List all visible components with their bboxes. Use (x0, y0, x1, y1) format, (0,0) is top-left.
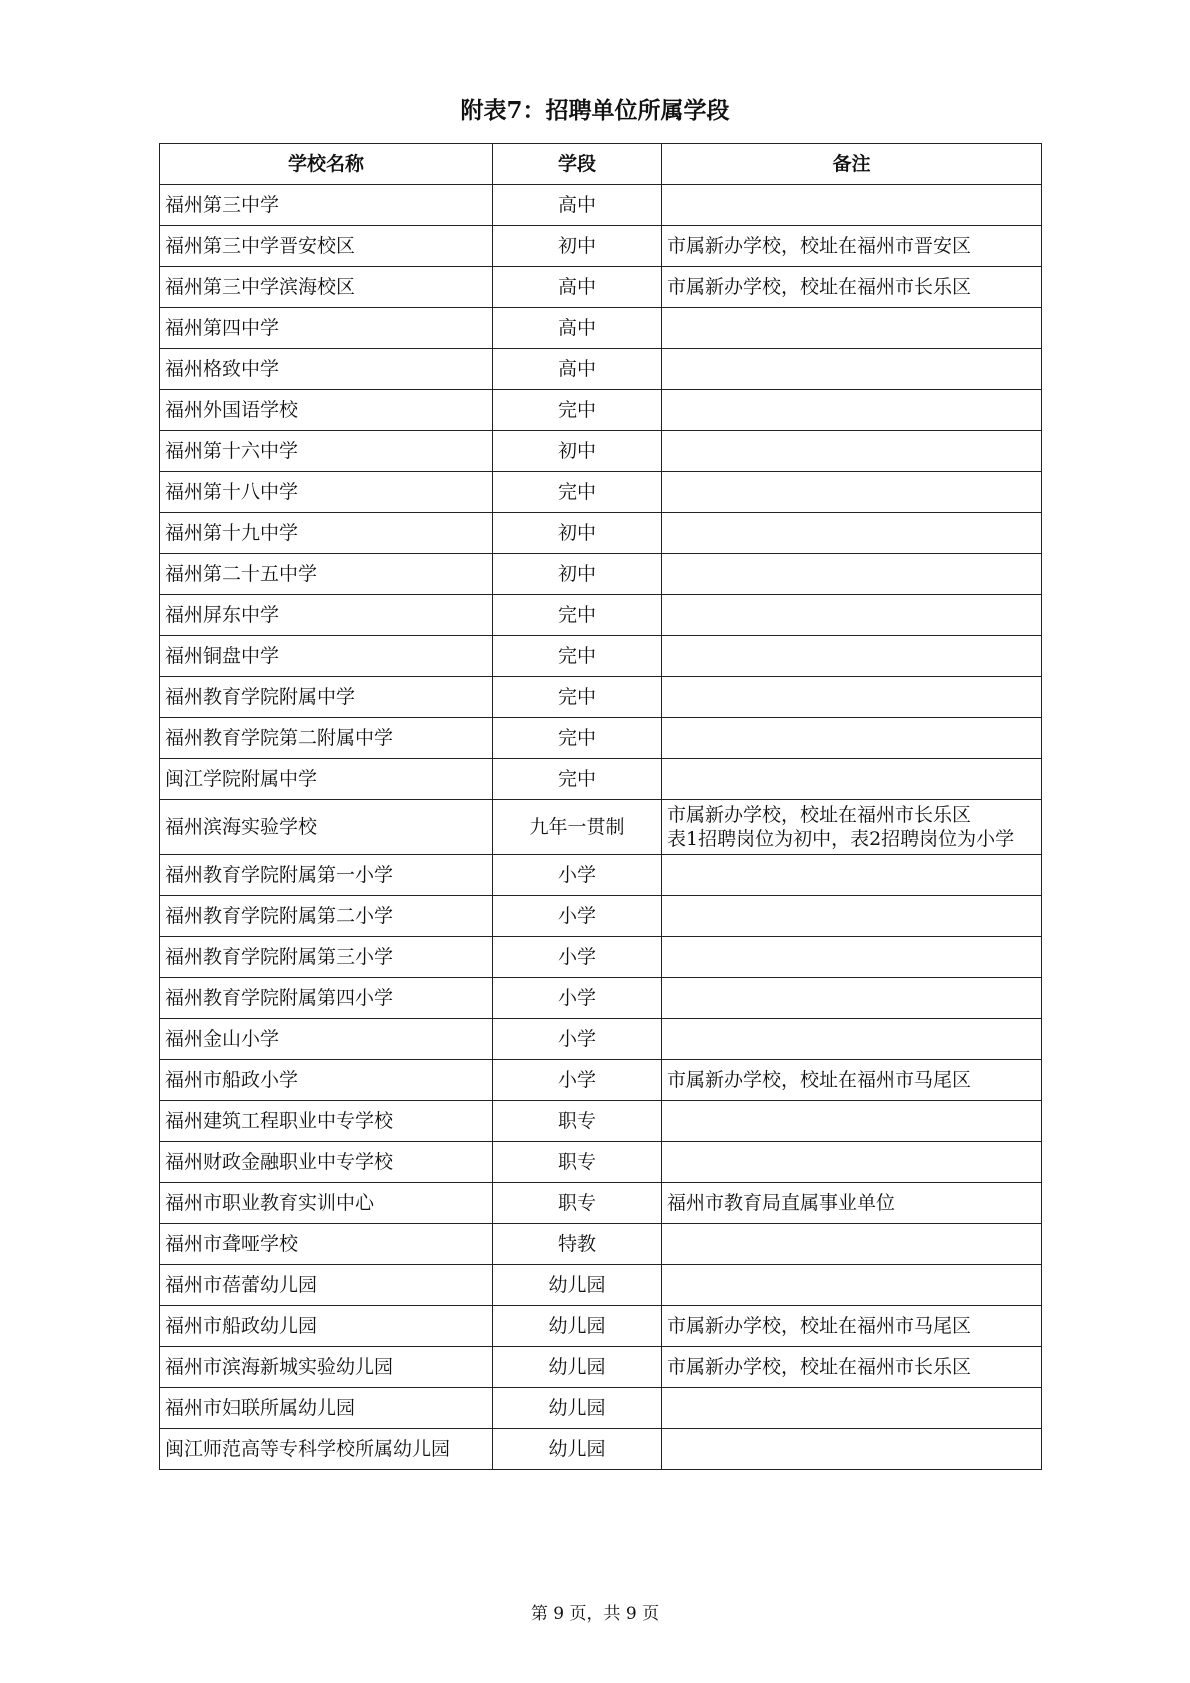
note-line: 表1招聘岗位为初中，表2招聘岗位为小学 (667, 828, 1015, 850)
notes-cell (662, 1347, 1042, 1388)
school-name-cell: 福州滨海实验学校 (160, 800, 493, 855)
notes-cell (662, 1101, 1042, 1142)
notes-cell (662, 718, 1042, 759)
stage-cell: 高中 (493, 308, 662, 349)
table-row (160, 185, 1042, 226)
notes-cell (662, 1142, 1042, 1183)
table-row (160, 1429, 1042, 1470)
notes-cell (662, 431, 1042, 472)
table-row (160, 431, 1042, 472)
table-row (160, 1306, 1042, 1347)
stage-cell: 幼儿园 (493, 1265, 662, 1306)
note-line: 福州市教育局直属事业单位 (667, 1192, 896, 1214)
school-name-cell: 福州市蓓蕾幼儿园 (160, 1265, 493, 1306)
table-row (160, 349, 1042, 390)
notes-cell (662, 1265, 1042, 1306)
stage-cell: 初中 (493, 431, 662, 472)
school-name-cell: 福州市滨海新城实验幼儿园 (160, 1347, 493, 1388)
stage-cell: 幼儿园 (493, 1388, 662, 1429)
table-row (160, 1142, 1042, 1183)
notes-cell (662, 267, 1042, 308)
note-line: 市属新办学校，校址在福州市长乐区 (667, 276, 972, 298)
stage-cell: 小学 (493, 937, 662, 978)
stage-cell: 小学 (493, 1060, 662, 1101)
table-row (160, 1101, 1042, 1142)
table-row (160, 1019, 1042, 1060)
table-row (160, 1388, 1042, 1429)
notes-cell (662, 937, 1042, 978)
table-row (160, 308, 1042, 349)
stage-cell: 特教 (493, 1224, 662, 1265)
school-name-cell: 福州格致中学 (160, 349, 493, 390)
table-header-row (160, 144, 1042, 185)
notes-cell (662, 1183, 1042, 1224)
stage-cell: 小学 (493, 855, 662, 896)
notes-cell (662, 185, 1042, 226)
notes-cell (662, 896, 1042, 937)
school-name-cell: 福州第十九中学 (160, 513, 493, 554)
stage-cell: 九年一贯制 (493, 800, 662, 855)
stage-cell: 职专 (493, 1183, 662, 1224)
school-name-cell: 福州建筑工程职业中专学校 (160, 1101, 493, 1142)
school-name-cell: 福州第三中学 (160, 185, 493, 226)
school-name-cell: 福州市聋哑学校 (160, 1224, 493, 1265)
column-header-school-name: 学校名称 (160, 144, 493, 185)
notes-cell (662, 472, 1042, 513)
school-name-cell: 闽江师范高等专科学校所属幼儿园 (160, 1429, 493, 1470)
stage-cell: 幼儿园 (493, 1347, 662, 1388)
stage-cell: 小学 (493, 978, 662, 1019)
school-name-cell: 福州教育学院附属第一小学 (160, 855, 493, 896)
stage-cell: 完中 (493, 472, 662, 513)
school-name-cell: 福州第三中学晋安校区 (160, 226, 493, 267)
notes-cell (662, 1224, 1042, 1265)
table-row (160, 855, 1042, 896)
school-name-cell: 福州财政金融职业中专学校 (160, 1142, 493, 1183)
stage-cell: 完中 (493, 759, 662, 800)
note-line: 市属新办学校，校址在福州市马尾区 (667, 1069, 972, 1091)
notes-cell (662, 390, 1042, 431)
stage-cell: 幼儿园 (493, 1306, 662, 1347)
note-line: 市属新办学校，校址在福州市马尾区 (667, 1315, 972, 1337)
notes-cell (662, 308, 1042, 349)
table-row (160, 554, 1042, 595)
stage-cell: 小学 (493, 1019, 662, 1060)
school-name-cell: 福州第四中学 (160, 308, 493, 349)
table-row (160, 636, 1042, 677)
school-name-cell: 福州金山小学 (160, 1019, 493, 1060)
note-line: 市属新办学校，校址在福州市长乐区 (667, 1356, 972, 1378)
table-row (160, 759, 1042, 800)
notes-cell (662, 1388, 1042, 1429)
stage-cell: 完中 (493, 636, 662, 677)
stage-cell: 初中 (493, 513, 662, 554)
notes-cell (662, 1429, 1042, 1470)
school-name-cell: 福州第十八中学 (160, 472, 493, 513)
page-footer: 第 9 页，共 9 页 (530, 1604, 660, 1624)
table-row (160, 1060, 1042, 1101)
school-name-cell: 福州第十六中学 (160, 431, 493, 472)
stage-cell: 职专 (493, 1142, 662, 1183)
school-name-cell: 福州市妇联所属幼儿园 (160, 1388, 493, 1429)
notes-cell (662, 1306, 1042, 1347)
stage-cell: 高中 (493, 349, 662, 390)
notes-cell (662, 1060, 1042, 1101)
table-row (160, 937, 1042, 978)
table-row (160, 226, 1042, 267)
table-row (160, 390, 1042, 431)
page-title: 附表7：招聘单位所属学段 (460, 97, 730, 124)
notes-cell (662, 759, 1042, 800)
notes-cell (662, 595, 1042, 636)
recruitment-units-table (159, 143, 1042, 1470)
school-name-cell: 福州教育学院附属第三小学 (160, 937, 493, 978)
school-name-cell: 福州第二十五中学 (160, 554, 493, 595)
table-row (160, 513, 1042, 554)
stage-cell: 完中 (493, 718, 662, 759)
school-name-cell: 福州教育学院附属第四小学 (160, 978, 493, 1019)
notes-cell (662, 349, 1042, 390)
stage-cell: 完中 (493, 677, 662, 718)
table-row (160, 267, 1042, 308)
school-name-cell: 福州屏东中学 (160, 595, 493, 636)
notes-cell (662, 855, 1042, 896)
table-row (160, 595, 1042, 636)
table-row (160, 1183, 1042, 1224)
notes-cell (662, 636, 1042, 677)
stage-cell: 完中 (493, 390, 662, 431)
stage-cell: 幼儿园 (493, 1429, 662, 1470)
school-name-cell: 福州铜盘中学 (160, 636, 493, 677)
table-row (160, 677, 1042, 718)
table-row (160, 800, 1042, 855)
notes-cell (662, 800, 1042, 855)
table-row (160, 1224, 1042, 1265)
school-name-cell: 福州教育学院第二附属中学 (160, 718, 493, 759)
stage-cell: 完中 (493, 595, 662, 636)
notes-cell (662, 978, 1042, 1019)
column-header-stage: 学段 (493, 144, 662, 185)
stage-cell: 职专 (493, 1101, 662, 1142)
school-name-cell: 福州教育学院附属第二小学 (160, 896, 493, 937)
school-name-cell: 闽江学院附属中学 (160, 759, 493, 800)
table-row (160, 896, 1042, 937)
note-line: 市属新办学校，校址在福州市长乐区 (667, 804, 972, 826)
notes-cell (662, 226, 1042, 267)
notes-cell (662, 1019, 1042, 1060)
table-body (160, 185, 1042, 1470)
table-row (160, 1347, 1042, 1388)
table-row (160, 718, 1042, 759)
table-row (160, 472, 1042, 513)
school-name-cell: 福州第三中学滨海校区 (160, 267, 493, 308)
school-name-cell: 福州市船政幼儿园 (160, 1306, 493, 1347)
column-header-notes: 备注 (662, 144, 1042, 185)
notes-cell (662, 677, 1042, 718)
table-row (160, 978, 1042, 1019)
notes-cell (662, 513, 1042, 554)
stage-cell: 高中 (493, 267, 662, 308)
notes-cell (662, 554, 1042, 595)
school-name-cell: 福州教育学院附属中学 (160, 677, 493, 718)
school-name-cell: 福州市职业教育实训中心 (160, 1183, 493, 1224)
school-name-cell: 福州市船政小学 (160, 1060, 493, 1101)
stage-cell: 初中 (493, 226, 662, 267)
table-row (160, 1265, 1042, 1306)
stage-cell: 高中 (493, 185, 662, 226)
school-name-cell: 福州外国语学校 (160, 390, 493, 431)
stage-cell: 小学 (493, 896, 662, 937)
note-line: 市属新办学校，校址在福州市晋安区 (667, 235, 972, 257)
stage-cell: 初中 (493, 554, 662, 595)
